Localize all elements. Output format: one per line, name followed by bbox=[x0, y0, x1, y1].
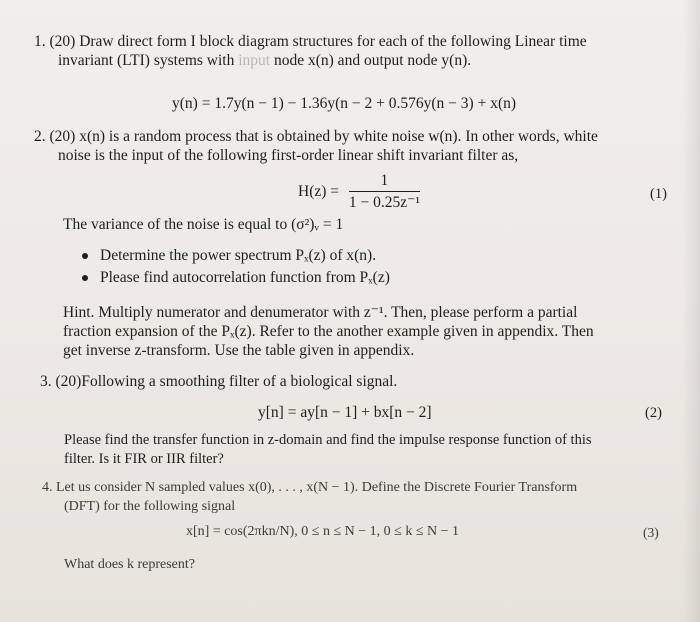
h-fraction bbox=[349, 172, 420, 212]
h-lhs: H(z) = bbox=[298, 183, 340, 200]
eq-number-1: (1) bbox=[650, 186, 667, 202]
q1-line1: 1. (20) Draw direct form I block diagram structures for each of the following Linear time bbox=[34, 33, 587, 50]
bullet-text-1: Determine the power spectrum Pₓ(z) of x(n). bbox=[100, 247, 377, 264]
page-shadow bbox=[682, 0, 700, 622]
variance-text: The variance of the noise is equal to (σ²)ᵥ = 1 bbox=[63, 216, 344, 233]
q1-line2-post: node x(n) and output node y(n). bbox=[270, 52, 472, 69]
bullet-text-2: Please find autocorrelation function from Pₓ(z) bbox=[100, 269, 390, 286]
q3-body2: filter. Is it FIR or IIR filter? bbox=[64, 451, 224, 467]
eq-number-3: (3) bbox=[643, 525, 659, 540]
hint-line2: fraction expansion of the Pₓ(z). Refer to the another example given in appendix. Then bbox=[63, 323, 594, 340]
q1-line2-faint: input bbox=[238, 52, 271, 69]
bullet-item-2 bbox=[82, 269, 390, 287]
q4-line1: 4. Let us consider N sampled values x(0), . . . , x(N − 1). Define the Discrete Fourier Transform bbox=[42, 480, 578, 495]
q1-line2-pre: invariant (LTI) systems with bbox=[58, 52, 239, 69]
q3-line1: 3. (20)Following a smoothing filter of a biological signal. bbox=[40, 373, 398, 390]
hint-line1: Hint. Multiply numerator and denumerator with z⁻¹. Then, please perform a partial bbox=[63, 304, 578, 321]
bullet-item-1 bbox=[82, 247, 376, 265]
q1-equation: y(n) = 1.7y(n − 1) − 1.36y(n − 2 + 0.576y(n − 3) + x(n) bbox=[172, 95, 517, 112]
eq-number-2: (2) bbox=[645, 405, 662, 421]
q3-equation: y[n] = ay[n − 1] + bx[n − 2] bbox=[258, 404, 432, 421]
bullet-dot-icon bbox=[82, 253, 88, 259]
hint-line3: get inverse z-transform. Use the table given in appendix. bbox=[63, 342, 415, 359]
q4-line2: (DFT) for the following signal bbox=[64, 499, 236, 514]
h-denominator: 1 − 0.25z⁻¹ bbox=[348, 194, 420, 211]
q4-equation: x[n] = cos(2πkn/N), 0 ≤ n ≤ N − 1, 0 ≤ k ≤ N − 1 bbox=[186, 524, 460, 539]
q4-question: What does k represent? bbox=[64, 557, 195, 572]
bullet-dot-icon bbox=[82, 275, 88, 281]
q2-line1: 2. (20) x(n) is a random process that is obtained by white noise w(n). In other words, white bbox=[34, 128, 598, 145]
transfer-function bbox=[298, 172, 420, 212]
q2-line2: noise is the input of the following first-order linear shift invariant filter as, bbox=[58, 147, 519, 164]
q3-body1: Please find the transfer function in z-domain and find the impulse response function of this bbox=[64, 432, 592, 448]
h-numerator: 1 bbox=[349, 172, 420, 192]
q1-line2 bbox=[58, 51, 471, 70]
